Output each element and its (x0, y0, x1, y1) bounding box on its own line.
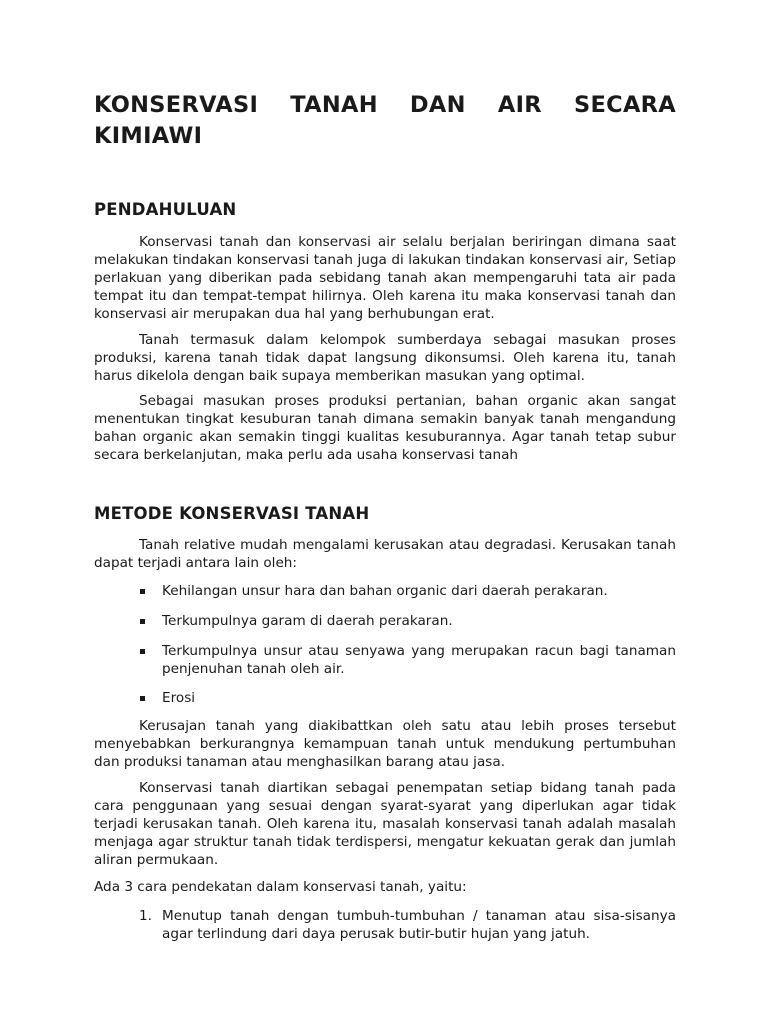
list-item-text: Terkumpulnya garam di daerah perakaran. (162, 613, 453, 629)
list-number: 1. (139, 908, 152, 924)
bullet-icon (140, 589, 145, 594)
paragraph-approach-intro: Ada 3 cara pendekatan dalam konservasi tanah, yaitu: (94, 879, 467, 895)
paragraph: Kerusajan tanah yang diakibattkan oleh satu atau lebih proses tersebut menyebabkan berkurangnya kemampuan tanah untuk mendukung pertumbuhan dan produksi tanaman atau menghasilkan barang atau jasa. (94, 718, 676, 770)
paragraph: Tanah termasuk dalam kelompok sumberdaya sebagai masukan proses produksi, karena tanah tidak dapat langsung dikonsumsi. Oleh karena itu, tanah harus dikelola dengan baik supaya memberikan masukan yang optimal. (94, 332, 676, 384)
document-title: KONSERVASI TANAH DAN AIR SECARA KIMIAWI (94, 92, 676, 149)
list-item-text: Erosi (162, 690, 196, 706)
bullet-icon (140, 619, 145, 624)
list-item-text: Menutup tanah dengan tumbuh-tumbuhan / tanaman atau sisa-sisanya agar terlindung dari daya perusak butir-butir hujan yang jatuh. (162, 908, 676, 942)
list-item (162, 689, 676, 707)
section-heading-pendahuluan: PENDAHULUAN (94, 200, 237, 219)
bullet-icon (140, 696, 145, 701)
paragraph: Sebagai masukan proses produksi pertanian, bahan organic akan sangat menentukan tingkat kesuburan tanah dimana semakin banyak tanah mengandung bahan organic akan semakin tinggi kualitas kesuburannya. Agar tanah tetap subur secara berkelanjutan, maka perlu ada usaha konservasi tanah (94, 393, 676, 463)
list-item (162, 642, 676, 678)
paragraph-intro: Tanah relative mudah mengalami kerusakan atau degradasi. Kerusakan tanah dapat terjadi antara lain oleh: (94, 537, 676, 571)
list-item (162, 582, 676, 600)
list-item (162, 612, 676, 630)
section-heading-metode: METODE KONSERVASI TANAH (94, 504, 370, 523)
bullet-icon (140, 649, 145, 654)
paragraph: Konservasi tanah dan konservasi air selalu berjalan beriringan dimana saat melakukan tindakan konservasi tanah juga di lakukan tindakan konservasi air, Setiap perlakuan yang diberikan pada sebidang tanah akan mempengaruhi tata air pada tempat itu dan tempat-tempat hilirnya. Oleh karena itu maka konservasi tanah dan konservasi air merupakan dua hal yang berhubungan erat. (94, 234, 676, 322)
list-item-text: Kehilangan unsur hara dan bahan organic dari daerah perakaran. (162, 583, 608, 599)
numbered-list-item (139, 907, 676, 943)
list-item-text: Terkumpulnya unsur atau senyawa yang merupakan racun bagi tanaman penjenuhan tanah oleh air. (162, 643, 676, 677)
paragraph: Konservasi tanah diartikan sebagai penempatan setiap bidang tanah pada cara penggunaan yang sesuai dengan syarat-syarat yang diperlukan agar tidak terjadi kerusakan tanah. Oleh karena itu, masalah konservasi tanah adalah masalah menjaga agar struktur tanah tidak terdispersi, mengatur kekuatan gerak dan jumlah aliran permukaan. (94, 780, 676, 868)
